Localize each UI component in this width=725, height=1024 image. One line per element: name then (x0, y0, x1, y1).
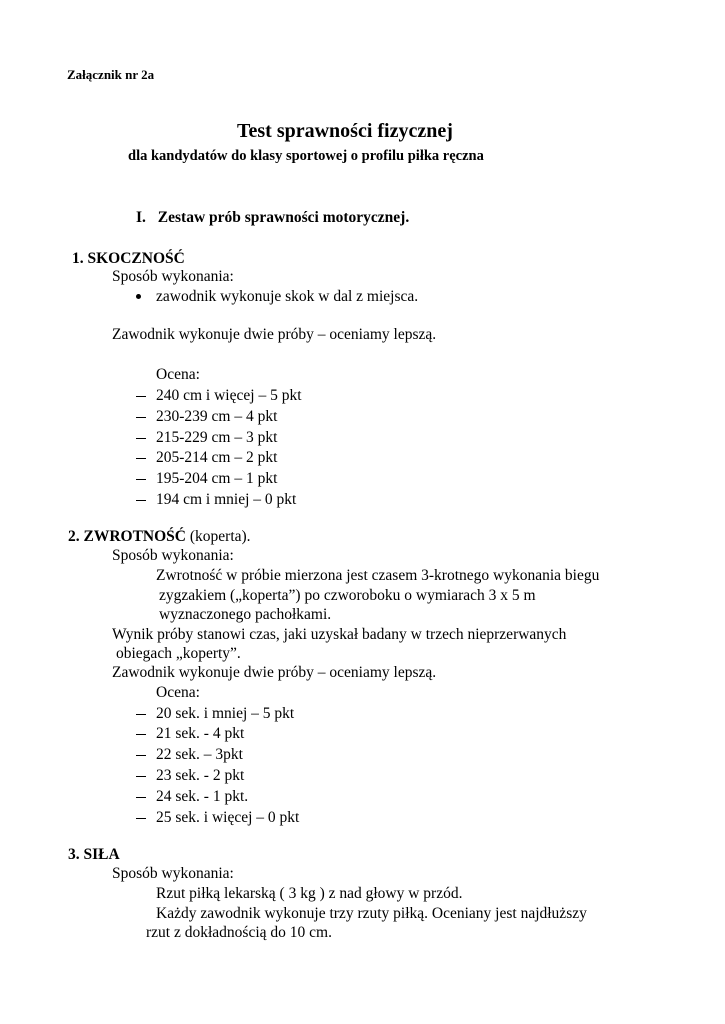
section-2-score: 23 sek. - 2 pkt (156, 767, 245, 784)
section-1-heading: 1. SKOCZNOŚĆ (72, 250, 185, 267)
section-1-method-label: Sposób wykonania: (112, 268, 234, 285)
section-1-score: 195-204 cm – 1 pkt (156, 470, 278, 487)
section-2-score-label: Ocena: (156, 684, 200, 701)
section-1-score-label: Ocena: (156, 366, 200, 383)
section-2-score: 21 sek. - 4 pkt (156, 725, 245, 742)
section-1-score: 215-229 cm – 3 pkt (156, 429, 278, 446)
part-heading (136, 208, 409, 227)
section-1-note: Zawodnik wykonuje dwie próby – oceniamy lepszą. (112, 326, 437, 343)
document-title: Test sprawności fizycznej (237, 120, 453, 142)
section-1-score: 230-239 cm – 4 pkt (156, 408, 278, 425)
section-2-description-line: zygzakiem („koperta”) po czworoboku o wymiarach 3 x 5 m (159, 587, 536, 604)
section-3-description-line: rzut z dokładnością do 10 cm. (146, 924, 332, 941)
section-2-result-line: obiegach „koperty”. (116, 645, 241, 662)
section-2-result-line: Wynik próby stanowi czas, jaki uzyskał badany w trzech nieprzerwanych (112, 626, 567, 643)
section-2-score: 24 sek. - 1 pkt. (156, 788, 249, 805)
section-3-description-line: Rzut piłką lekarską ( 3 kg ) z nad głowy w przód. (156, 885, 463, 902)
section-2-score: 22 sek. – 3pkt (156, 746, 243, 763)
section-2-method-label: Sposób wykonania: (112, 547, 234, 564)
section-3-method-label: Sposób wykonania: (112, 865, 234, 882)
section-2-title: 2. ZWROTNOŚĆ (68, 528, 186, 545)
section-1-score: 194 cm i mniej – 0 pkt (156, 491, 297, 508)
section-2-title-suffix: (koperta). (186, 528, 251, 545)
section-2-score: 20 sek. i mniej – 5 pkt (156, 705, 295, 722)
section-1-score: 205-214 cm – 2 pkt (156, 449, 278, 466)
section-1-score: 240 cm i więcej – 5 pkt (156, 387, 302, 404)
section-2-heading (68, 527, 251, 546)
part-title: Zestaw prób sprawności motorycznej. (157, 209, 410, 226)
part-number: I. (136, 209, 146, 226)
document-subtitle: dla kandydatów do klasy sportowej o profilu piłka ręczna (128, 148, 484, 164)
section-2-score: 25 sek. i więcej – 0 pkt (156, 809, 300, 826)
section-3-heading: 3. SIŁA (68, 846, 120, 863)
attachment-header: Załącznik nr 2a (67, 67, 155, 82)
section-3-description-line: Każdy zawodnik wykonuje trzy rzuty piłką. Oceniany jest najdłuższy (156, 905, 587, 922)
section-2-description-line: wyznaczonego pachołkami. (159, 606, 332, 623)
section-2-note: Zawodnik wykonuje dwie próby – oceniamy lepszą. (112, 664, 437, 681)
section-1-bullet-item: zawodnik wykonuje skok w dal z miejsca. (156, 288, 419, 305)
section-2-description-line: Zwrotność w próbie mierzona jest czasem 3-krotnego wykonania biegu (156, 567, 600, 584)
